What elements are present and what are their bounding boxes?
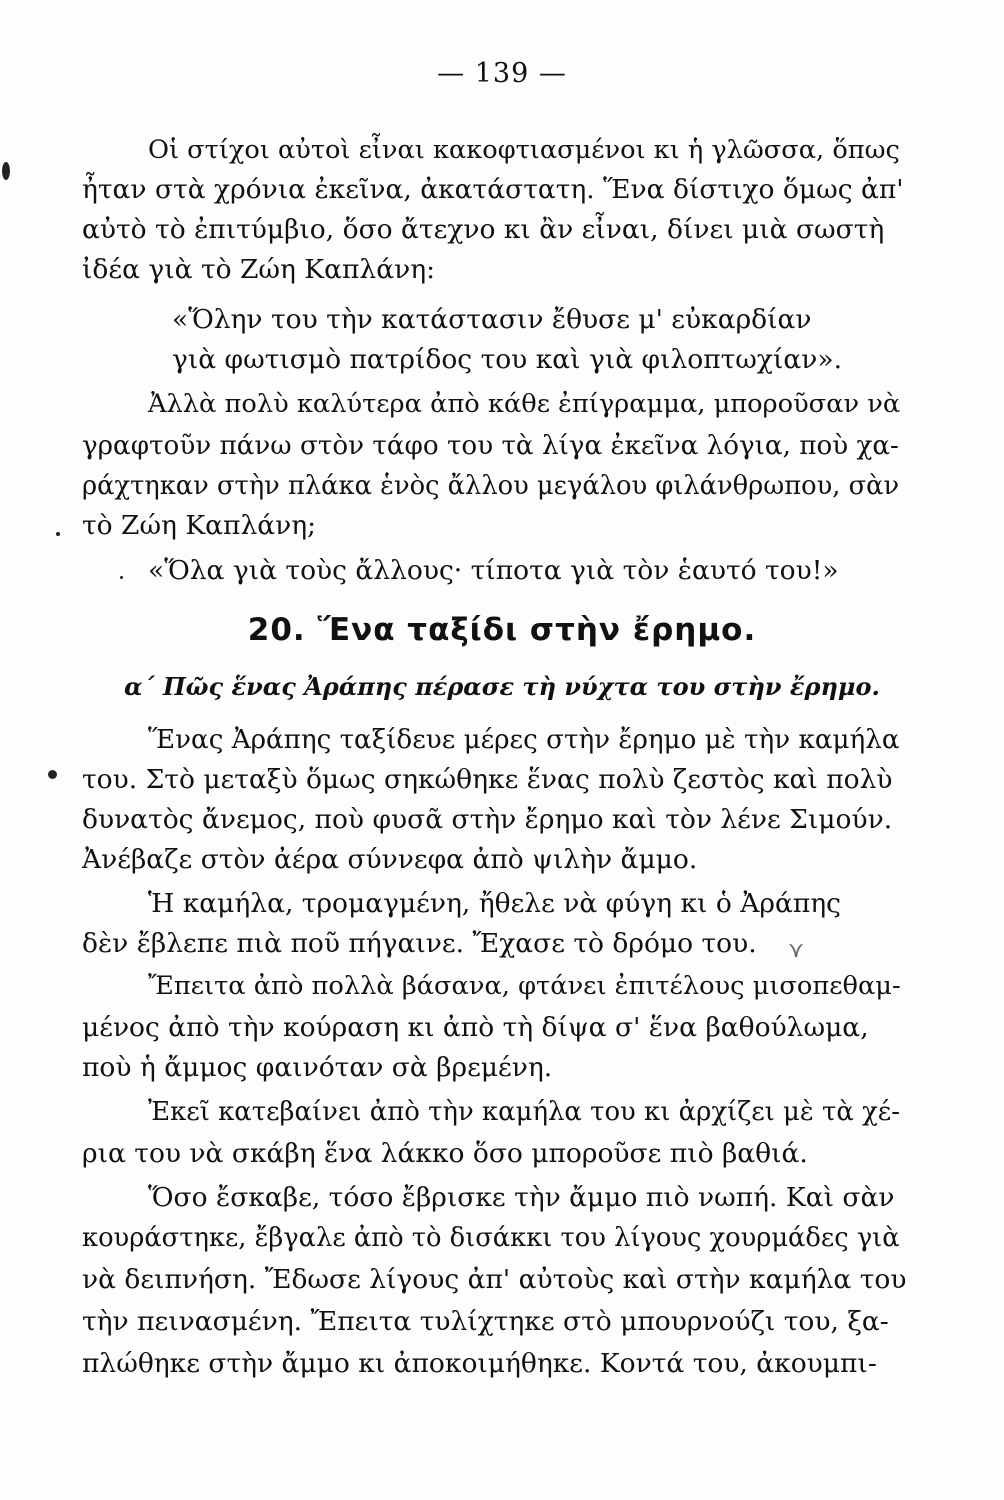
text-line: ἰδέα γιὰ τὸ Ζώη Καπλάνη: bbox=[82, 254, 436, 285]
text-line: αὐτὸ τὸ ἐπιτύμβιο, ὅσο ἄτεχνο κι ἂν εἶναι, δίνει μιὰ σωστὴ bbox=[82, 214, 885, 245]
page-number: — 139 — bbox=[437, 58, 567, 89]
text-line: Ἀλλὰ πολὺ καλύτερα ἀπὸ κάθε ἐπίγραμμα, μποροῦσαν νὰ bbox=[148, 389, 901, 419]
text-line: Ἀνέβαζε στὸν ἀέρα σύννεφα ἀπὸ ψιλὴν ἄμμο. bbox=[82, 844, 698, 875]
verse-line: «Ὅλην του τὴν κατάστασιν ἔθυσε μ' εὐκαρδίαν bbox=[172, 304, 812, 335]
section-heading: 20. Ἕνα ταξίδι στὴν ἔρημο. bbox=[247, 612, 757, 648]
pencil-mark: ⋎ bbox=[788, 938, 805, 963]
text-line: Ἔπειτα ἀπὸ πολλὰ βάσανα, φτάνει ἐπιτέλους μισοπεθαμ- bbox=[148, 971, 901, 1001]
text-line: μένος ἀπὸ τὴν κούραση κι ἀπὸ τὴ δίψα σ' ἕνα βαθούλωμα, bbox=[82, 1012, 869, 1043]
text-line: ράχτηκαν στὴν πλάκα ἑνὸς ἄλλου μεγάλου φιλάνθρωπου, σὰν bbox=[82, 471, 900, 501]
text-line: νὰ δειπνήση. Ἔδωσε λίγους ἀπ' αὐτοὺς καὶ στὴν καμήλα του bbox=[82, 1264, 907, 1295]
text-line: πλώθηκε στὴν ἄμμο κι ἀποκοιμήθηκε. Κοντά του, ἀκουμπι- bbox=[82, 1348, 877, 1379]
quote-line: «Ὅλα γιὰ τοὺς ἄλλους· τίποτα γιὰ τὸν ἑαυτό του!» bbox=[148, 555, 839, 586]
text-line: γραφτοῦν πάνω στὸν τάφο του τὰ λίγα ἐκεῖνα λόγια, ποὺ χα- bbox=[82, 431, 899, 461]
text-line: κουράστηκε, ἔβγαλε ἀπὸ τὸ δισάκκι του λίγους χουρμάδες γιὰ bbox=[82, 1223, 900, 1253]
scan-speck bbox=[48, 770, 57, 779]
text-line: Ἕνας Ἀράπης ταξίδευε μέρες στὴν ἔρημο μὲ τὴν καμήλα bbox=[148, 725, 900, 755]
text-line: Ὅσο ἔσκαβε, τόσο ἔβρισκε τὴν ἄμμο πιὸ νωπή. Καὶ σὰν bbox=[148, 1182, 895, 1213]
scan-speck bbox=[56, 532, 60, 536]
text-line: ποὺ ἡ ἄμμος φαινόταν σὰ βρεμένη. bbox=[82, 1052, 553, 1083]
text-line: του. Στὸ μεταξὺ ὅμως σηκώθηκε ἕνας πολὺ ζεστὸς καὶ πολὺ bbox=[82, 764, 893, 795]
text-line: Ἐκεῖ κατεβαίνει ἀπὸ τὴν καμήλα του κι ἀρχίζει μὲ τὰ χέ- bbox=[148, 1097, 900, 1127]
text-line: δὲν ἔβλεπε πιὰ ποῦ πήγαινε. Ἔχασε τὸ δρόμο του. bbox=[82, 928, 757, 959]
text-line: ἦταν στὰ χρόνια ἐκεῖνα, ἀκατάστατη. Ἕνα δίστιχο ὅμως ἀπ' bbox=[82, 174, 904, 205]
section-subheading: α΄ Πῶς ἕνας Ἀράπης πέρασε τὴ νύχτα του στὴν ἔρημο. bbox=[124, 672, 880, 701]
verse-line: γιὰ φωτισμὸ πατρίδος του καὶ γιὰ φιλοπτωχίαν». bbox=[172, 344, 843, 375]
scan-speck bbox=[2, 162, 10, 180]
text-line: τὴν πεινασμένη. Ἔπειτα τυλίχτηκε στὸ μπουρνούζι του, ξα- bbox=[82, 1306, 889, 1337]
text-line: ρια του νὰ σκάβη ἕνα λάκκο ὅσο μποροῦσε πιὸ βαθιά. bbox=[82, 1138, 808, 1169]
text-line: Οἱ στίχοι αὐτοὶ εἶναι κακοφτιασμένοι κι ἡ γλῶσσα, ὅπως bbox=[148, 135, 900, 165]
text-line: δυνατὸς ἄνεμος, ποὺ φυσᾶ στὴν ἔρημο καὶ τὸν λένε Σιμούν. bbox=[82, 804, 893, 835]
text-line: Ἡ καμήλα, τρομαγμένη, ἤθελε νὰ φύγη κι ὁ Ἀράπης bbox=[148, 888, 841, 919]
text-line: τὸ Ζώη Καπλάνη; bbox=[82, 510, 317, 541]
scan-speck bbox=[120, 576, 123, 579]
